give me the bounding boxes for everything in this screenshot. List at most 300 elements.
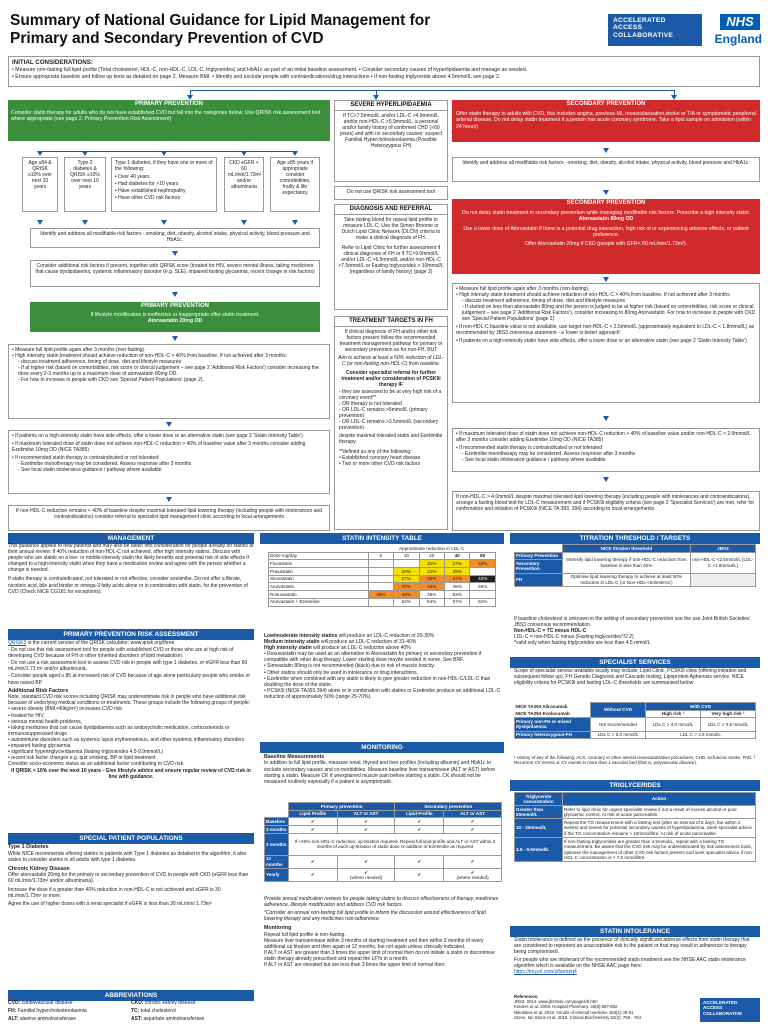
abbrev-term: TC: [131,1008,140,1014]
primary-side-line: - Ezetimibe monotherapy may be considered. Assess response after 3 months [18,461,192,467]
titration-row-head: Secondary Prevention [515,560,563,573]
table-cell [265,810,289,818]
additional-risk-item: • autoimmune disorders such as systemic lupus erythematosus, and other systemic inflammatory disorders [8,736,245,743]
defined-heading: **defined as any of the following: [339,449,412,456]
abbrev-item [8,1008,131,1016]
reference-item: Nikolakos et al. 2015. Annals of internal medicine 163(1):40-51 [514,1009,634,1015]
severe-body: If TC>7.5mmol/L and/or LDL-C >4.9mmol/L and/or non-HDL-C >5.9mmol/L, a personal and/or family history of confirmed CHD (<60 years) and with no secondary causes: suspect Familial Hypercholesterolaemia (Possible Heterozygous FH) [339,113,443,150]
trigly-head: Action [563,793,756,806]
intensity-cell: 20% [394,568,419,576]
titration-table [514,544,756,587]
trigly-cell: Refer to lipid clinic for urgent specialist review if not a result of excess alcohol or poor glycaemic control. At risk of acute pancreatitis. [563,806,756,819]
table-row [269,545,496,552]
abbrev-def: chronic kidney disease [143,1000,196,1006]
primary-side-line: • If recommended statin therapy is contraindicated or not tolerated: [12,455,160,461]
table-cell: ✔ [288,868,337,881]
primary-heading: PRIMARY PREVENTION [8,100,330,109]
table-row [515,573,756,586]
intensity-note-text: will produce an LDL-C reduction of 20-30% [337,633,435,639]
qrisk-link[interactable]: QRISK3 [8,640,27,646]
special-text [8,844,254,986]
intensity-cell: 27% [444,560,469,568]
specialist-cell: LDL C > 4.0 mmol/L [646,718,701,731]
reference-item: JBS3. 2014. www.jbs3risk.com/pages/6.htm [514,999,598,1005]
primary-consider-text: Consider additional risk factors if present, together with QRISK score (treated for HIV, severe mental illness, taking medicines that cause dyslipidaemia, systemic inflammatory disorder (e.g. SLE), impaired fasting glycaemia, recent change in risk factors) [35,263,315,275]
additional-risk-item: • recent risk factor changes e.g. quit smoking, BP or lipid treatment [8,755,156,762]
primary-referral-box [8,505,330,531]
where-needed: (where needed) [456,875,489,881]
arrow-icon [172,251,178,256]
criteria-text: Age ≤84 & QRISK ≥10% over next 10 years [28,160,52,190]
table-cell [269,545,369,552]
mon-row-head: 12 months [265,855,289,868]
intensity-cell: 38% [368,591,393,599]
statin-name: Pravastatin [269,568,369,576]
secondary-identify-box [452,157,760,182]
intensity-note-label: Medium intensity statin [264,639,320,646]
fh-targets-box [334,316,448,530]
monitoring-italic: Provide annual medication reviews for people taking statins to discuss effectiveness of therapy, medicines adherence, lifestyle modification and address CVD risk factors. [264,896,499,909]
table-row [269,568,496,576]
titration-note: LDL-C = non-HDL-C minus (Fasting triglycerides*/2.2) [514,634,634,641]
diagnosis-body: Take fasting blood for repeat lipid profile to measure LDL-C. Use the Simon Broome or Dutch Lipid Clinic Network (DLCN) criteria to make a clinical diagnosis of FH. [341,217,441,242]
intensity-cell [368,568,393,576]
criteria-text: Type 2 diabetes & QRISK ≥10% over next 10 years [70,160,100,190]
table-row [269,583,496,591]
severe-qrisk-box [334,186,448,200]
primary-statin-drug: Atorvastatin 20mg OD [147,318,203,325]
pcsk9-title: Consider specialist referral for further treatment and/or consideration of PCSK9i therapy IF [341,370,441,389]
table-row [265,833,502,855]
specialist-heading: SPECIALIST SERVICES [510,657,760,668]
monitoring-item: If ALT or AST are elevated but are less than 3 times the upper limit of normal then: [264,962,446,969]
table-cell: ✔ (where needed) [444,868,502,881]
aac-logo-line: ACCELERATED [613,17,666,24]
abbrev-def: alanine aminotransferase [18,1016,77,1022]
dose-cell: 10 [394,552,419,560]
table-row [515,819,756,838]
ckd-p3: Agree the use of higher doses with a renal specialist if eGFR is less than 30 mL/min/ 1.73m² [8,900,212,907]
t1-item-text: Had diabetes for >10 years [118,181,179,187]
risk-heading: PRIMARY PREVENTION RISK ASSESSMENT [8,629,254,640]
connector [190,90,674,91]
table-row [269,591,496,599]
check-icon: ✔ [288,855,337,868]
severe-heading: SEVERE HYPERLIPIDAEMIA [335,101,447,111]
arrow-icon [603,148,609,153]
secondary-side-line: • If maximum tolerated dose of statin does not achieve non-HDL-C reduction > 40% of baseline value and/or non-HDL-C > 2.5mmol/L after 3 months consider adding Ezetimibe 10mg OD (NICE TA385) [456,431,751,443]
arrow-icon [37,220,43,225]
intensity-note-label: High intensity statin [264,645,312,652]
dose-cell: 40 [444,552,469,560]
abbrev-item [8,1000,131,1008]
check-icon: ✔ [288,818,337,826]
abbrev-def: Familial hypercholesterolaemia [16,1008,87,1014]
secondary-body: Offer statin therapy to adults with CVD, this includes angina, previous MI, revascularisation,stroke or TIA or symptomatic peripheral arterial disease. Do not delay statin treatment if a person has acute coronary syndrome. Take a lipid sample on admission (within 24 hours) [452,109,760,142]
secondary-side-effects-box [452,428,760,472]
statin-name: Rosuvastatin [269,591,369,599]
references-heading: References: [514,994,539,999]
primary-follow-line: - If at higher risk (based on comorbidities, risk score or clinical judgement – see page 2 'Additional Risk Factors') consider increasing the dose every 2-3 months up to a maximum dose of atorvastatin 80mg OD. [18,365,319,377]
abbrev-def: aspartate aminotransferase [142,1016,205,1022]
trigly-cell: If non-fasting triglycerides are greater than 4.5mmol/L, repeat with a fasting TG measurement. Be aware that the CVD risk may be underestimated by risk assessment tools, optimise the management of other CVD risk factors present and seek specialist advice if non-HDL-C concentration is > 7.5 mmol/litre. [563,838,756,862]
management-p1: This guidance applies to new patients and may also be taken into consideration for people already on statins at their annual review. If 40% reduction of non-HDL-C not achieved, offer high intensity statins. Discuss with people who are stable on a low- or middle-intensity statin the likely benefits and potential risk of side effects if changed to a high-intensity statin when they have a medication review and agree with the person whether a change is needed. [8,543,254,574]
secondary-heading: SECONDARY PREVENTION [452,100,760,109]
table-row [265,810,502,818]
defined-item: • Two or more other CVD risk factors [339,461,421,468]
ckd-heading: Chronic Kidney Disease [8,865,70,872]
dose-cell: 80 [470,552,496,560]
risk-item: - Consider people aged ≥ 85 at increased risk of CVD because of age alone particularly people who smoke or have raised BP. [8,673,251,686]
specialist-cell: Not recommended [591,718,646,731]
arrow-icon [172,336,178,341]
intensity-table [268,545,496,607]
dose-cell: 5 [368,552,393,560]
table-row [269,552,496,560]
primary-side-line: • If maximum tolerated dose of statin does not achieve non-HDL-C reduction > 40% of baseline value after 3 months consider adding Ezetimibe 10mg OD (NICE TA385) [12,441,306,453]
initial-heading: INITIAL CONSIDERATIONS: [12,59,93,66]
check-icon: ✔ [444,855,502,868]
mon-row-head: 3 months [266,826,287,832]
table-row [515,838,756,862]
ta-line: NICE TA394 Evolocumab [515,711,570,717]
specialist-table-wrap [514,702,756,739]
primary-side-line: - See local statin intolerance guidance / pathway where available [18,467,162,473]
titration-note: *valid only when fasting triglycerides are less than 4.5 mmol/L [514,640,651,647]
pcsk9-item: - OR therapy is not tolerated [339,401,402,408]
check-icon: ✔ [444,818,502,826]
severe-box [334,100,448,182]
secondary-statin-heading: SECONDARY PREVENTION [452,199,760,208]
intensity-caption: Approximate reduction in LDL-C [399,545,465,551]
primary-statin-heading: PRIMARY PREVENTION [30,302,320,311]
intensity-cell: 37% [444,575,469,583]
arrow-icon [241,220,247,225]
primary-statin-body: If lifestyle modification is ineffective or inappropriate offer statin treatment: [90,312,260,319]
table-cell: ✔ [395,868,444,881]
intensity-cell: 61% [470,598,496,606]
qrisk-note: If QRISK < 10% over the next 10 years - Give lifestyle advice and ensure regular review of CVD risk in line with guidance. [11,768,251,781]
additional-risk-intro: Note, standard CVD risk scores including QRISK may underestimate risk in people who have additional risk because of underlying medical conditions or treatments. These groups include the following groups of people: [8,694,250,707]
titration-heading: TITRATION THRESHOLD / TARGETS [510,533,760,544]
t1-item-text: Have established nephropathy [118,188,186,194]
title-line-2: Primary and Secondary Prevention of CVD [10,29,324,47]
trigly-row-head: 10 - 20mmol/L [515,819,563,838]
abbrev-item [8,1016,131,1024]
criteria-t2d [64,157,106,212]
titration-note: If baseline cholesterol is unknown in the setting of secondary prevention use the use Joint British Societies' JBS3 consensus recommendation. [514,616,751,629]
intensity-note-label: Low/moderate intensity statins [264,633,338,639]
table-row [265,868,502,881]
secondary-side-line: - See local statin intolerance guidance / pathway where available [462,457,606,463]
management-text [8,543,254,633]
intensity-cell: 42% [470,575,496,583]
arrow-icon [603,190,609,195]
specialist-cell: LDL C > 5.0 mmol/L [591,731,646,739]
titration-head: NICE titration threshold [563,545,691,553]
arrow-icon [161,220,167,225]
intensity-cell: 21% [419,560,444,568]
trigly-head: Triglyceride concentration [515,793,563,806]
intensity-bullet: • PCSK9i (NICE TA393,394) alone or in combination with statins or Ezetimibe produce an additional LDL-C reduction of approximately 50% (range 25-70%). [264,687,501,700]
table-row [265,818,502,826]
check-icon: ✔ [395,855,444,868]
dose-header: Dose mg/day [269,552,369,560]
additional-risk-item: • serious mental health problems, [8,718,83,725]
abbrev-list [8,1000,254,1024]
titration-row-head: Primary Prevention [515,552,563,560]
mon-row-head: Baseline [265,818,289,826]
aac-logo-line: COLLABORATIVE [613,31,674,39]
aac-logo-footer [700,998,760,1022]
abbrev-def: total cholesterol [139,1008,176,1014]
primary-consider-box [30,260,320,287]
intolerance-text [514,937,756,993]
titration-cell: Optimise lipid lowering therapy to achieve at least 50% reduction in LDL-C (or Non-HDL-cholesterol.) [563,573,691,586]
primary-body: Consider statin therapy for adults who do not have established CVD but fall into the categories below. Use QRISK risk assessment tool where appropriate (see page 2, Primary Prevention Risk Assessment) [8,109,330,141]
intensity-cell: 29% [444,568,469,576]
secondary-followup-box [452,283,760,403]
additional-risk-item: • treated for HIV, [8,712,45,719]
abbrev-item [131,1016,254,1024]
baseline-text [264,754,502,802]
table-cell [265,803,289,811]
risk-item: - Do not use this risk assessment tool for people with established CVD or those who are at high risk of developing CVD because of FH or other inherited disorders of lipid metabolism. [8,647,234,660]
initial-considerations [8,56,760,87]
connector [40,151,295,152]
references [514,994,694,1024]
titration-cell: non-HDL-C <2.5mmol/L (LDL-C <1.8mmol/L) [690,552,755,573]
abbrev-item [131,1008,254,1016]
secondary-statin-ckd: Offer Atorvastatin 20mg if CKD (people with GFR< 60 mL/min/1.73m²). [524,241,688,248]
baseline-body: In addition to full lipid profile, measure renal, thyroid and liver profiles (including albumin) and HbA1c to exclude secondary causes and co-morbidities. Measure baseline liver transaminase (ALT or AST) before starting a statin. Measure CK if unexplained muscle pain before starting a statin. CK should not be measured routinely especially if a patient is asymptomatic. [264,760,496,785]
diagnosis-heading: DIAGNOSIS AND REFERRAL [335,205,447,215]
check-icon: ✔ [444,826,502,834]
dose-cell: 20 [419,552,444,560]
intensity-cell [470,568,496,576]
mon-head: Primary prevention [288,803,395,811]
primary-follow-line: • Measure full lipid profile again after 3 months (non-fasting). [12,347,146,353]
monitoring-heading: MONITORING [260,742,504,753]
intensity-cell: 55% [470,583,496,591]
management-p2: If statin therapy is contraindicated, not tolerated or not effective, consider ezetimibe. Do not offer a fibrate, nicotinic acid, bile acid binder or omega-3 fatty acids alone or in combination with statin, for the prevention of CVD (Check NICE CG181 for exceptions). [8,576,248,595]
triglycerides-heading: TRIGLYCERIDES [510,780,760,791]
baseline-heading: Baseline Measurements [264,754,325,760]
check-icon: ✔ [337,826,395,834]
monitoring-italic: *Consider an annual non-fasting full lipid profile to inform the discussion around effectiveness of lipid lowering therapy and any medicines non-adherence. [264,910,486,923]
trigly-row-head: 4.5 - 9.9mmol/L [515,838,563,862]
abbrev-term: AST: [131,1016,143,1022]
table-row [515,718,756,731]
socio-note: Consider socio-economic status as an additional factor contributing to CVD risk. [8,761,185,768]
ta-line: NICE TA393 Alirocumab [515,703,568,709]
intensity-cell: 53% [444,591,469,599]
mon-row-head: 3 months [265,833,289,855]
secondary-follow-line: • If non-HDL-C baseline value is not available, use target non-HDL-C < 2.5mmol/L (approximately equivalent to LDL-C < 1.8mmol/L) as recommended by JBS3 consensus statement - a 'lower is better approach' [456,324,755,336]
pcsk9-item: - OR LDL-C remains >5mmol/L (primary prevention) [339,407,428,420]
abbrev-heading: ABBREVIATIONS [8,990,254,1001]
titration-cell: Intensify lipid lowering therapy if non-HDL-C reduction from baseline is less than 40% [563,552,691,573]
intensity-cell: 32% [419,575,444,583]
additional-risk-item: • severe obesity (BMI>40kg/m²) increases CVD risk [8,706,122,713]
secondary-statin-body: Use a lower dose of Atorvastatin if there is a potential drug interaction, high risk of or experiencing adverse effects, or patient preference. [463,225,749,238]
qrisk-text: is the current version of the QRISK calculator: www.qrisk.org/three [26,640,175,646]
specialist-subhead: Very high risk ² [701,710,756,718]
nhs-england-text: England [714,32,762,46]
arrow-icon [82,220,88,225]
monitoring-subheading: Monitoring [264,925,292,932]
page-title [10,12,550,48]
nhs-logo-box: NHS [720,14,760,30]
ckd-p1: Offer atorvastatin 20mg for the primary or secondary prevention of CVD to people with CKD (eGFR less than 60 mL/min/1.73m² and/or albuminuria). [8,872,249,885]
intensity-cell: 57% [444,598,469,606]
title-line-1: Summary of National Guidance for Lipid Management for [10,12,431,29]
trigly-table-wrap [514,792,756,862]
primary-side-line: • If patients on a high-intensity statin have side effects, offer a lower dose or an alternative statin (see page 2 'Statin Intensity Table') [12,433,303,439]
mon-subhead: Lipid Profile [395,810,444,818]
intensity-cell [368,583,393,591]
t1-item: • Have other CVD risk factors [115,195,181,201]
intolerance-p1: Statin Intolerance is defined as the presence of clinically significant adverse effects from statin therapy that are considered to represent an unacceptable risk to the patient or that may result in adherence to therapy being compromised. [514,937,750,956]
specialist-head: Without CVD [591,703,646,718]
intensity-cell [368,560,393,568]
intensity-bullet: • Rosuvastatin may be used as an alternative to Atorvastatin for primary or secondary prevention if compatible with other drug therapy. Lower starting dose maybe needed in some. See BNF. [264,651,482,664]
intensity-cell: 54% [419,598,444,606]
mon-middle-note: If <40% non-HDL-C reduction, up-titration required. Repeat full lipid profile and ALT or AST within 3 months of each up-titration of statin dose or addition of Ezetimibe as required [288,833,501,855]
primary-prevention-box [8,100,330,142]
t1-item-text: Over 40 years [118,174,150,180]
specialist-cell: LDL C > 3.5 mmol/L [701,718,756,731]
mon-subhead: ALT or AST [444,810,502,818]
qrisk-line [8,640,254,646]
fh-targets-body: If clinical diagnosis of FH and/or other risk factors present follow the recommended treatment management pathway for primary or secondary prevention as for non-FH, BUT [339,329,443,354]
titration-row-head: FH [515,573,563,586]
t1-title: Type 1 diabetes, if they have one or more of the following: [115,160,213,172]
specialist-head: With CVD [646,703,756,711]
pcsk9-despite: despite maximal tolerated statin and Ezetimibe therapy. [339,433,443,446]
risk-item: - Do not use a risk assessment tool to assess CVD risk in people with type 1 diabetes, or eGFR less than 60 mL/min/1.73 m² and/or albuminuria. [8,660,248,673]
check-icon: ✔ [288,826,337,834]
criteria-age85 [270,157,320,212]
mon-subhead: Lipid Profile [288,810,337,818]
intensity-cell: 24% [419,568,444,576]
table-row [515,545,756,553]
specialist-footnote: ¹ History of any of the following: ACS, coronary or other arterial revascularisation procedures, CHD, ischaemic stroke, PAD. ² Recurrent CV events or CV events in more than 1 vascular bed (that is, polyvascular disease). [514,755,756,766]
primary-side-effects-box [8,430,330,494]
monitoring-table [264,802,502,882]
arrow-icon [37,151,43,156]
secondary-follow-line: • High intensity statin treatment should achieve reduction of non-HDL-C > 40% from baseline. If not achieved after 3 months [456,292,730,298]
management-heading: MANAGEMENT [8,533,254,544]
secondary-statin-drug: Atorvastatin 80mg OD [578,216,634,223]
intensity-bullet: • Ezetimibe when combined with any statin is likely to give greater reduction in non-HDL-C/LDL-C than doubling the dose of the statin. [264,675,491,688]
intensity-cell [368,598,393,606]
secondary-referral-text: If non-HDL-C > 4.0mmol/L despite maximal tolerated lipid lowering therapy (including people with intolerances and contraindications), arrange a fasting blood test for LDL-C measurement and if PCSK9i eligibility criteria (see page 2 'Specialist Services') are met, refer for confirmation and initiation of PCSK9i (NICE TA 393, 394) according to local arrangements [456,494,755,512]
primary-follow-line: • High intensity statin treatment should achieve reduction of non-HDL-C > 40% from baseline. If not achieved after 3 months: [12,353,288,359]
pcsk9-item: - OR LDL-C remains >3.5mmol/L (secondary prevention) [339,419,439,432]
aac-logo-line: ACCESS [703,1005,723,1011]
intensity-cell: 33% [470,560,496,568]
secondary-referral-box [452,491,760,531]
nhs-logo [706,14,762,46]
statin-name: Fluvastatin [269,560,369,568]
secondary-statin-body: Do not delay statin treatment in secondary prevention while managing modifiable risk factors. Prescribe a high intensity statin: [461,210,751,217]
arrow-icon [292,220,298,225]
mon-row-head: Yearly [265,868,289,881]
aac-logo-line: COLLABORATIVE [703,1010,743,1016]
check-icon: ✔ [337,855,395,868]
additional-risk-heading: Additional Risk Factors [8,687,69,694]
intensity-note-text: will produce an LDL-C reduction above 40% [311,645,411,652]
table-cell [690,573,755,586]
intensity-bullet: • Simvastatin 80mg is not recommended (black) due to risk of muscle toxicity. [264,663,435,670]
monitoring-table-wrap [264,802,502,882]
intensity-cell: 43% [394,591,419,599]
initial-line-1: • Measure non-fasting full lipid profile (Total cholesterol, HDL-C, non-HDL-C, LDL-C, triglycerides) and HbA1c as part of an initial baseline assessment. • Consider secondary causes of hyperlipidaemia and manage as needed. [12,67,528,74]
table-row [515,731,756,739]
mon-subhead: ALT or AST [337,810,395,818]
intensity-cell: 49% [444,583,469,591]
table-row [269,575,496,583]
aac-logo-line: ACCESS [613,24,643,32]
intolerance-heading: STATIN INTOLERANCE [510,926,760,937]
t1-body: While NICE recommends offering statins to patients with Type 1 diabetes as detailed in the algorithm, it also states to consider statins in all adults with type 1 diabetes. [8,850,247,863]
aac-logo [608,14,702,46]
titration-head: JBS3 [690,545,755,553]
abbrev-term: CVD: [8,1000,21,1006]
monitoring-text [264,896,502,1024]
statin-name: Atorvastatin + Ezetimibe [269,598,369,606]
intolerance-link[interactable]: https://tinyurl.com/y8amrpq4 [514,969,577,976]
header [0,0,768,54]
titration-table-wrap [514,544,756,587]
severe-qrisk-text: Do not use QRISK risk assessment tool [347,189,435,195]
fh-targets-aim: Aim to achieve at least a 50% reduction of LDL-C (or non-fasting non-HDL-C) from baseline. [338,355,444,368]
intensity-note-text: will produce an LDL-C reduction of 31-40% [319,639,417,646]
intensity-notes [264,633,502,738]
abbrev-item [131,1000,254,1008]
table-row [265,803,502,811]
intolerance-p2: For people who are intolerant of the recommended statin treatment see the NHSE AAC statin intolerance algorithm which is available on the NHSE AAC page here: [514,957,746,970]
specialist-body: Scope of specialist service available locally may include; Lipid Clinic, PCSK9i clinic (offering initiation and subsequent follow up), FH Genetic Diagnosis and Cascade testing, Lipoprotein Apheresis service. NICE eligibility criteria for PCSK9i and fasting LDL-C thresholds are summarised below [514,668,747,687]
reference-item: Stone, Ian Stone et al. 2018. Clinical Biochemistry 52(2): 759 - 764 [514,1014,642,1020]
intensity-rows [269,560,496,606]
abbrev-term: ALT: [8,1016,19,1022]
intensity-cell [368,575,393,583]
mon-head: Secondary prevention [395,803,502,811]
intensity-cell: 52% [394,598,419,606]
diagnosis-box [334,204,448,310]
intensity-cell [394,560,419,568]
primary-statin-box [30,302,320,332]
table-row [515,703,756,711]
reference-item: Kinders et al. 2008. Hospital Pharmacy. 43(8):687-692 [514,1004,618,1010]
monitoring-item: Measure liver transaminase within 3 months of starting treatment and then within 3 months of every additional up titration and then again at 12 months, but not again unless clinically indicated. [264,937,484,951]
specialist-row-head: Primary heterozygous-FH [515,731,591,739]
additional-risk-item: • impaired fasting glycaemia [8,743,71,749]
table-row [515,552,756,560]
arrow-icon [292,151,298,156]
intensity-cell: 48% [419,591,444,599]
criteria-t1d [111,157,217,212]
arrow-icon [241,151,247,156]
abbrev-term: FH: [8,1008,17,1014]
intensity-cell [470,591,496,599]
defined-item: • Established coronary heart disease [339,455,421,462]
secondary-follow-line: • If patients on a high-intensity statin have side effects, offer a lower dose or an alternative statin (see page 2 'Statin Intensity Table') [456,338,747,344]
intensity-table-wrap [268,545,496,607]
abbrev-def: cardiovascular disease [20,1000,73,1006]
